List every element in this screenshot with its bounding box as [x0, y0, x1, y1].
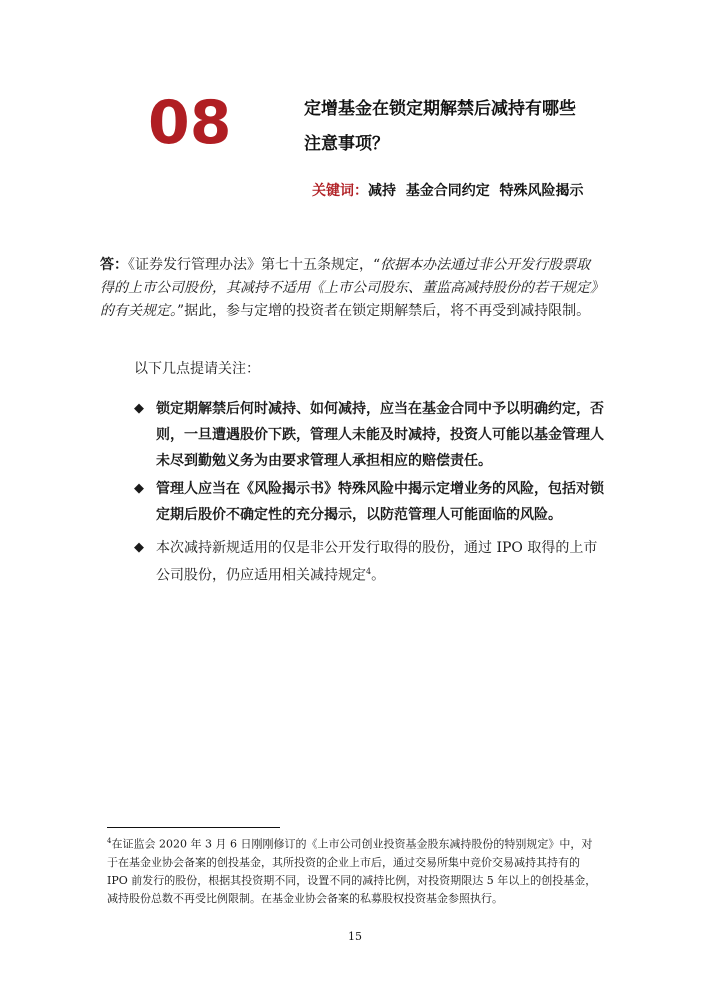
bullet-text-3 — [134, 536, 604, 588]
answer-lead: 《证券发行管理办法》第七十五条规定，“ — [128, 257, 381, 273]
bullet-text-1: 锁定期解禁后何时减持、如何减持，应当在基金合同中予以明确约定，否则，一旦遭遇股价下跌，管理人未能及时减持，投资人可能以基金管理人未尽到勤勉义务为由要求管理人承担相应的赔偿责任。 — [156, 401, 604, 469]
keywords-label: 关键词： — [312, 183, 368, 199]
question-title-line1: 定增基金在锁定期解禁后减持有哪些 — [304, 99, 576, 119]
footnote-divider — [107, 827, 280, 828]
question-title-line2: 注意事项？ — [304, 134, 389, 154]
bullet-text-2: 管理人应当在《风险揭示书》特殊风险中揭示定增业务的风险，包括对锁定期后股价不确定性的充分揭示，以防范管理人可能面临的风险。 — [156, 481, 604, 523]
keywords — [312, 180, 584, 200]
diamond-bullet-icon: ◆ — [134, 481, 144, 496]
footnote-text: 在证监会 2020 年 3 月 6 日刚刚修订的《上市公司创业投资基金股东减持股份的特别规定》中，对于在基金业协会备案的创投基金，其所投资的企业上市后，通过交易所集中竞价交易减持其持有的 IPO 前发行的股份，根据其投资期不同，设置不同的减持比例，对投资期限达 5 年以上的创投基金，减持股份总数不再受比例限制。在基金业协会备案的私募股权投资基金参照执行。 — [107, 837, 597, 905]
footnote-mark: 4 — [107, 837, 112, 845]
diamond-bullet-icon: ◆ — [134, 540, 144, 555]
footnote — [107, 832, 602, 908]
keywords-text: 减持 基金合同约定 特殊风险揭示 — [368, 183, 584, 199]
bullet-item-1 — [134, 396, 604, 474]
bullet-item-3 — [134, 536, 604, 588]
page-number: 15 — [348, 930, 362, 943]
answer-quote: 依据本办法通过非公开发行股票取得的上市公司股份，其减持不适用《上市公司股东、董监高减持股份的若干规定》的有关规定。 — [100, 257, 597, 319]
diamond-bullet-icon: ◆ — [134, 401, 144, 416]
answer-label: 答： — [100, 257, 128, 273]
answer-tail: ”据此，参与定增的投资者在锁定期解禁后，将不再受到减持限制。 — [177, 303, 591, 319]
bullet-text-3-body: 本次减持新规适用的仅是非公开发行取得的股份，通过 IPO 取得的上市公司股份，仍应适用相关减持规定 — [156, 540, 598, 584]
bullet-item-2 — [134, 476, 604, 528]
bullet-text-3-end: 。 — [371, 567, 386, 584]
footnote-reference: 4 — [366, 567, 372, 576]
question-number: 08 — [148, 88, 232, 158]
intro-text: 以下几点提请关注： — [134, 361, 260, 377]
answer-paragraph — [100, 254, 600, 323]
question-title — [304, 92, 604, 162]
